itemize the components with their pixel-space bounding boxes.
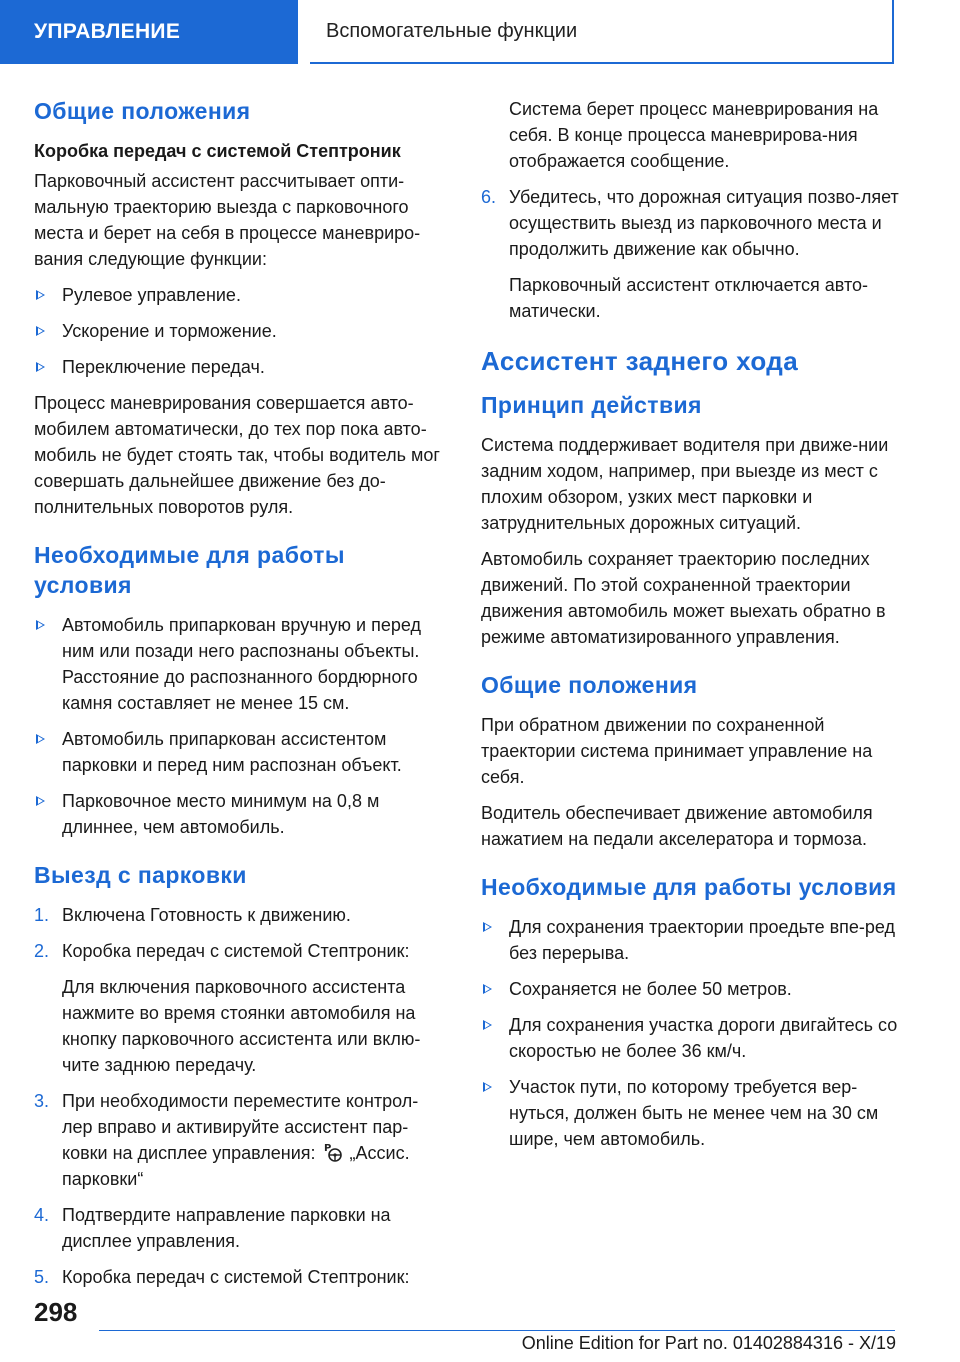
bullet-triangle-icon [36,620,45,630]
list-item: Сохраняется не более 50 метров. [481,976,901,1002]
list-item: Для сохранения участка дороги двигайтесь со скоростью не более 36 км/ч. [481,1012,901,1064]
bullet-triangle-icon [36,362,45,372]
principle-title: Принцип действия [481,392,702,418]
footer-edition: Online Edition for Part no. 01402884316 - X/19 [521,1333,896,1353]
list-item: Ускорение и торможение. [34,318,448,344]
exit-title: Выезд с парковки [34,862,247,888]
step-item: 5. Коробка передач с системой Стептроник: [34,1267,410,1287]
list-item: Автомобиль припаркован вручную и перед ним или позади него распознаны объекты. Расстояние до распознанного бордюрного камня составляет не менее 15 см. [34,612,448,716]
bullet-triangle-icon [483,984,492,994]
step-item: 4. Подтвердите направление парковки на дисплее управления. [34,1205,391,1251]
step-item: 1. Включена Готовность к движению. [34,905,351,925]
svg-text:P: P [323,1143,331,1154]
general-title-right: Общие положения [481,672,698,698]
step-item: 3. При необходимости переместите контрол-лер вправо и активируйте ассистент пар-ковки на дисплее управления: P „Ассис. парковки“ [34,1091,419,1189]
list-item: Автомобиль припаркован ассистентом парковки и перед ним распознан объект. [34,726,448,778]
header-chapter-label: Вспомогательные функции [326,19,578,42]
conditions-title: Необходимые для работы условия [34,542,345,598]
bullet-triangle-icon [483,922,492,932]
general-title: Общие положения [34,98,251,124]
principle-paragraph: Автомобиль сохраняет траекторию последних движений. По этой сохраненной траектории движения автомобиль может выехать обратно в режиме автоматизированного управления. [481,549,886,647]
footer-divider [99,1330,895,1331]
header-section-label: УПРАВЛЕНИЕ [34,20,181,43]
list-item: Парковочное место минимум на 0,8 м длиннее, чем автомобиль. [34,788,448,840]
left-column [34,96,448,1300]
general-paragraph: Водитель обеспечивает движение автомобиля нажатием на педали акселератора и тормоза. [481,803,873,849]
bullet-triangle-icon [36,796,45,806]
exit-steps-continued [481,96,901,324]
step-item: 2. Коробка передач с системой Стептроник: Для включения парковочного ассистента нажмите во время стоянки автомобиля на кнопку парковочного ассистента или вклю-чите заднюю передачу. [34,941,421,1075]
parking-assistant-icon [322,1141,344,1163]
bullet-triangle-icon [36,734,45,744]
gearbox-subtitle: Коробка передач с системой Стептроник [34,141,401,161]
bullet-triangle-icon [36,326,45,336]
functions-list [34,282,448,380]
exit-steps [34,902,448,1290]
list-item: Рулевое управление. [34,282,448,308]
step-item: Система берет процесс маневрирования на себя. В конце процесса маневрирова-ния отображается сообщение. [509,99,879,171]
list-item: Переключение передач. [34,354,448,380]
reverse-assistant-title: Ассистент заднего хода [481,346,799,376]
list-item: Участок пути, по которому требуется вер-нуться, должен быть не менее чем на 30 см шире, чем автомобиль. [481,1074,901,1152]
bullet-triangle-icon [483,1020,492,1030]
page-number: 298 [34,1297,78,1327]
conditions-title-right: Необходимые для работы условия [481,874,897,900]
general-paragraph: При обратном движении по сохраненной траектории система принимает управление на себя. [481,715,873,787]
principle-paragraph: Система поддерживает водителя при движе-нии задним ходом, например, при выезде из мест с плохим обзором, узких мест парковки и затруднительных дорожных ситуаций. [481,435,889,533]
step-item: 6. Убедитесь, что дорожная ситуация позво-ляет осуществить выезд из парковочного места и продолжить движение как обычно. Парковочный ассистент отключается авто-матически. [481,187,899,321]
process-paragraph: Процесс маневрирования совершается авто-мобилем автоматически, до тех пор пока авто-мобиль не будет стоять так, чтобы водитель мог совершать дальнейшее движение без до-полнительных поворотов руля. [34,393,440,517]
list-item: Для сохранения траектории проедьте впе-ред без перерыва. [481,914,901,966]
bullet-triangle-icon [483,1082,492,1092]
bullet-triangle-icon [36,290,45,300]
conditions-list [34,612,448,840]
intro-paragraph: Парковочный ассистент рассчитывает опти-мальную траекторию выезда с парковочного места и берет на себя в процессе маневриро-вания следующие функции: [34,171,421,269]
header-section [0,0,298,64]
right-column [481,96,901,1162]
conditions-list-right [481,914,901,1152]
header-chapter [310,0,894,64]
